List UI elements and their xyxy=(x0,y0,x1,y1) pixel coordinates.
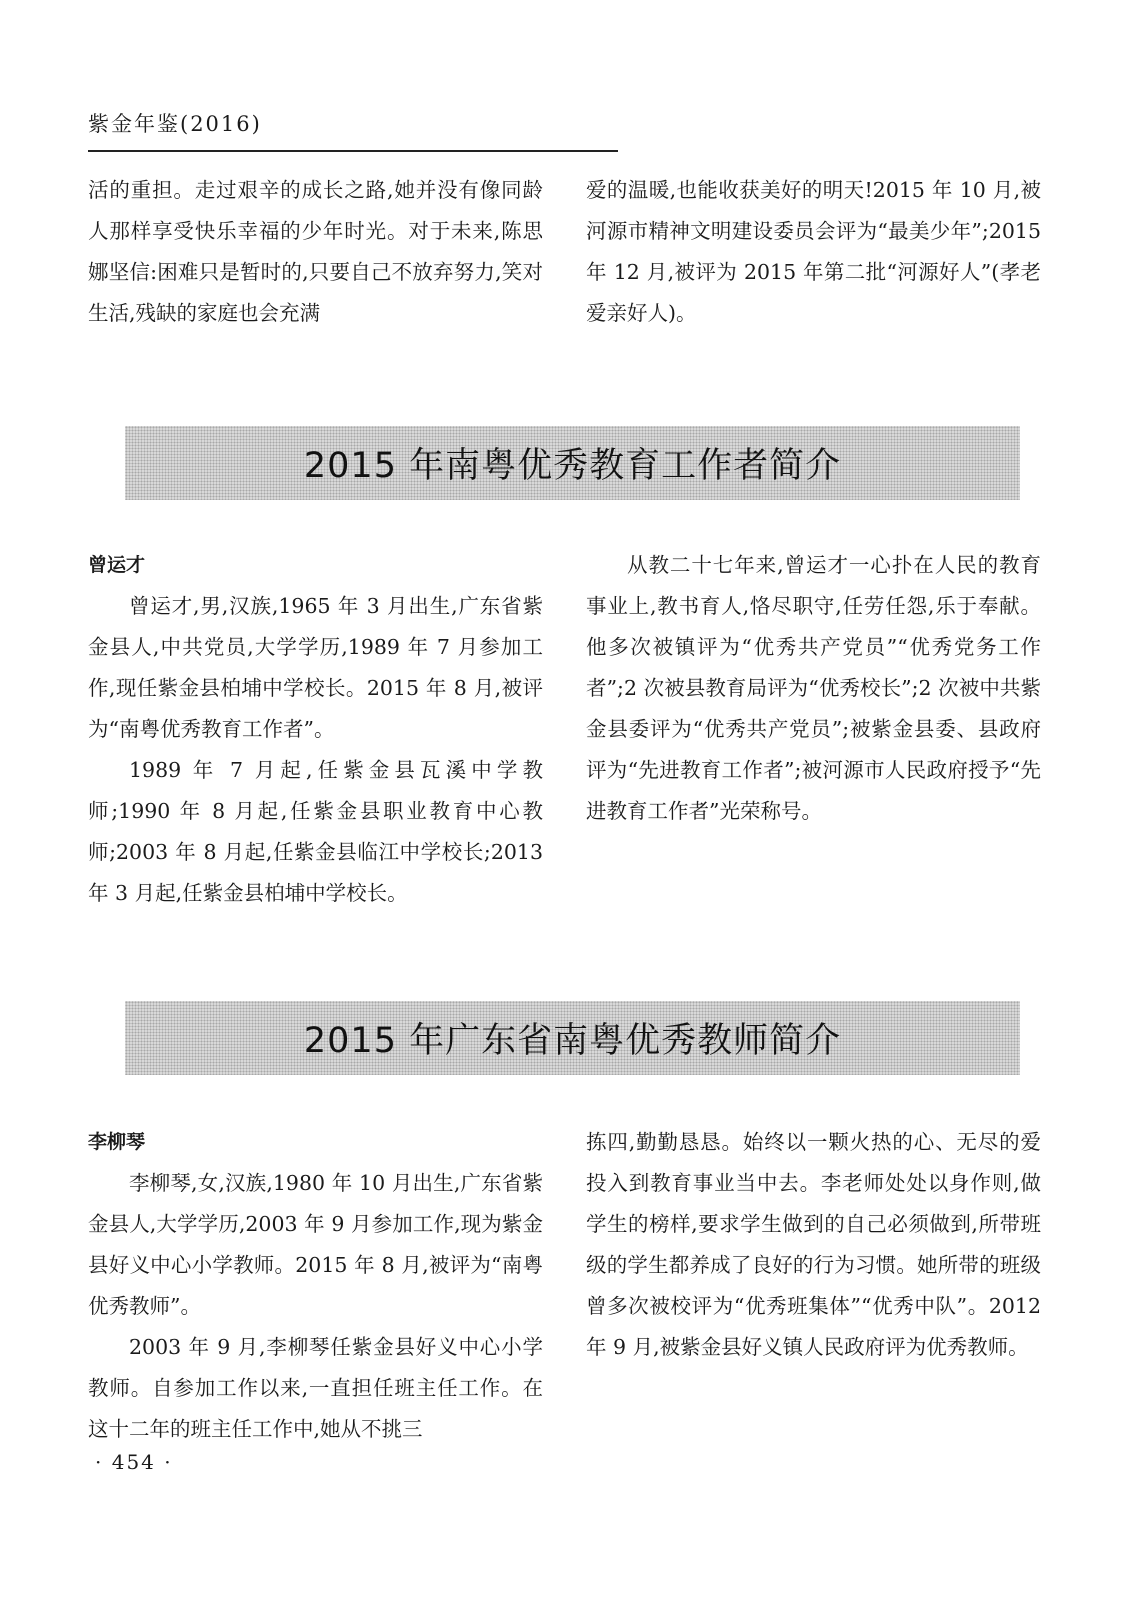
section1-title: 2015 年南粤优秀教育工作者简介 xyxy=(303,446,842,486)
section2-person-name: 李柳琴 xyxy=(88,1131,146,1153)
section1-paragraph-2: 1989 年 7 月起,任紫金县瓦溪中学教师;1990 年 8 月起,任紫金县职业教育中心教师;2003 年 8 月起,任紫金县临江中学校长;2013 年 3 月起,任紫金县柏埔中学校长。 xyxy=(88,758,543,905)
section2-left-column xyxy=(88,1122,543,1450)
continuation-paragraph-end: 爱的温暖,也能收获美好的明天!2015 年 10 月,被河源市精神文明建设委员会评为“最美少年”;2015 年 12 月,被评为 2015 年第二批“河源好人”(孝老爱亲好人)。 xyxy=(586,178,1041,325)
top-right-column xyxy=(586,170,1041,334)
header-rule xyxy=(88,150,618,152)
section2-right-column xyxy=(586,1122,1041,1368)
section1-banner xyxy=(125,426,1020,500)
section2-title: 2015 年广东省南粤优秀教师简介 xyxy=(303,1021,842,1061)
section2-paragraph-3: 拣四,勤勤恳恳。始终以一颗火热的心、无尽的爱投入到教育事业当中去。李老师处处以身作则,做学生的榜样,要求学生做到的自己必须做到,所带班级的学生都养成了良好的行为习惯。她所带的班级曾多次被校评为“优秀班集体”“优秀中队”。2012 年 9 月,被紫金县好义镇人民政府评为优秀教师。 xyxy=(586,1130,1041,1359)
top-left-column xyxy=(88,170,543,334)
section2-banner xyxy=(125,1001,1020,1075)
section2-paragraph-2: 2003 年 9 月,李柳琴任紫金县好义中心小学教师。自参加工作以来,一直担任班主任工作。在这十二年的班主任工作中,她从不挑三 xyxy=(88,1335,543,1441)
section1-paragraph-1: 曾运才,男,汉族,1965 年 3 月出生,广东省紫金县人,中共党员,大学学历,1989 年 7 月参加工作,现任紫金县柏埔中学校长。2015 年 8 月,被评为“南粤优秀教育工作者”。 xyxy=(88,594,543,741)
page-number: · 454 · xyxy=(95,1450,173,1474)
section1-paragraph-3: 从教二十七年来,曾运才一心扑在人民的教育事业上,教书育人,恪尽职守,任劳任怨,乐于奉献。他多次被镇评为“优秀共产党员”“优秀党务工作者”;2 次被县教育局评为“优秀校长”;2 次被中共紫金县委评为“优秀共产党员”;被紫金县委、县政府评为“先进教育工作者”;被河源市人民政府授予“先进教育工作者”光荣称号。 xyxy=(586,553,1041,823)
section1-right-column xyxy=(586,545,1041,832)
section2-paragraph-1: 李柳琴,女,汉族,1980 年 10 月出生,广东省紫金县人,大学学历,2003 年 9 月参加工作,现为紫金县好义中心小学教师。2015 年 8 月,被评为“南粤优秀教师”。 xyxy=(88,1171,543,1318)
continuation-paragraph: 活的重担。走过艰辛的成长之路,她并没有像同龄人那样享受快乐幸福的少年时光。对于未来,陈思娜坚信:困难只是暂时的,只要自己不放弃努力,笑对生活,残缺的家庭也会充满 xyxy=(88,178,543,325)
running-header: 紫金年鉴(2016) xyxy=(88,112,262,136)
section1-left-column xyxy=(88,545,543,914)
section1-person-name: 曾运才 xyxy=(88,554,146,576)
